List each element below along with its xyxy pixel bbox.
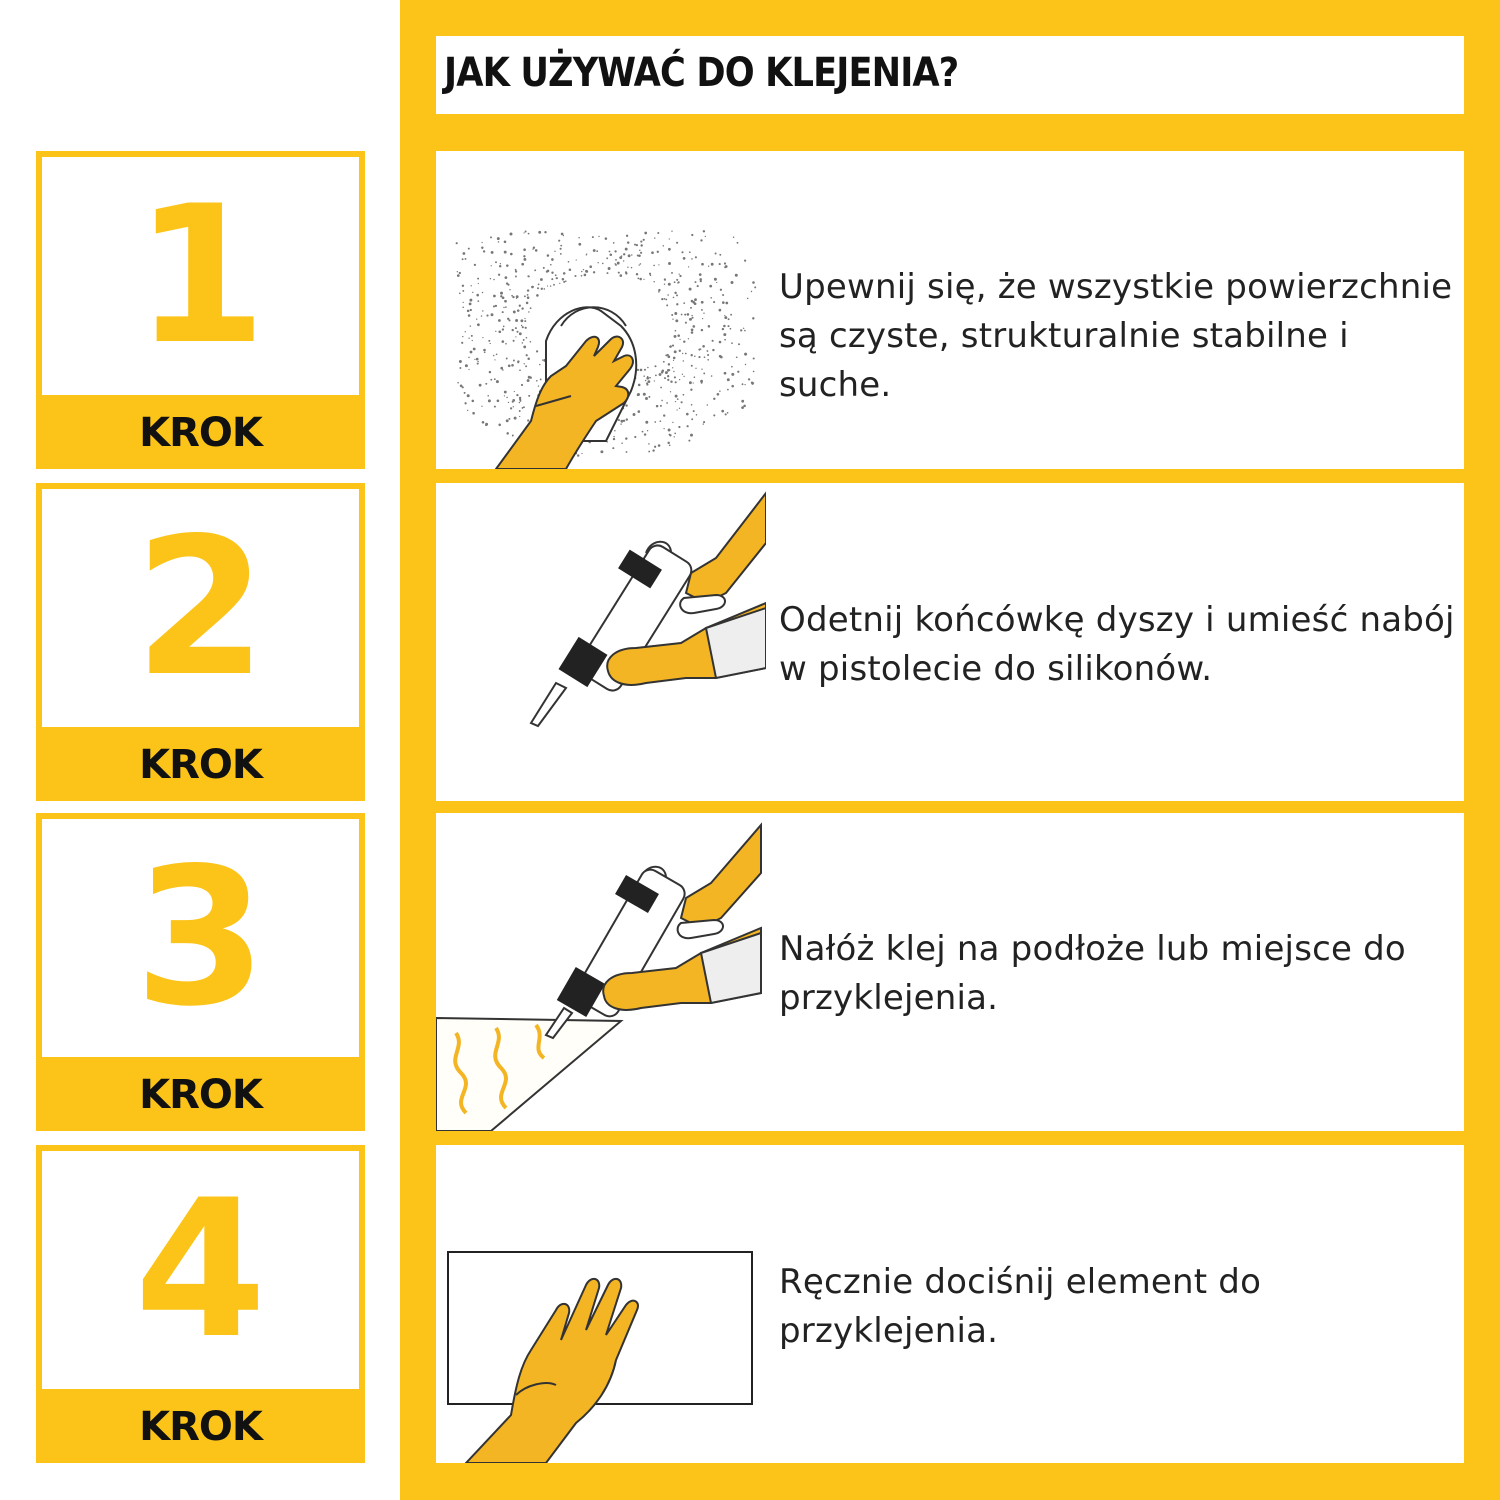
instruction-row-2 xyxy=(436,483,1464,801)
step-instruction-text: Upewnij się, że wszystkie powierzchnie są czyste, strukturalnie stabilne i suche. xyxy=(779,267,1453,405)
step-number-panel xyxy=(42,157,359,395)
step-instruction-text: Nałóż klej na podłoże lub miejsce do przyklejenia. xyxy=(779,929,1406,1018)
step-number: 3 xyxy=(134,827,267,1048)
caulking-gun-loading-icon xyxy=(436,483,766,801)
caulking-gun-applying-adhesive-icon xyxy=(436,813,766,1131)
step-number-panel xyxy=(42,819,359,1057)
instruction-row-3 xyxy=(436,813,1464,1131)
gloved-hand-wiping-surface-icon xyxy=(436,151,766,469)
step-box-4 xyxy=(36,1145,365,1463)
hand-pressing-panel-icon xyxy=(436,1145,766,1463)
step-instruction-text: Odetnij końcówkę dyszy i umieść nabój w pistolecie do silikonów. xyxy=(779,600,1455,689)
step-box-3 xyxy=(36,813,365,1131)
step-box-2 xyxy=(36,483,365,801)
step-instruction-text: Ręcznie dociśnij element do przyklejenia. xyxy=(779,1262,1262,1351)
step-label: KROK xyxy=(139,742,262,788)
page-title: JAK UŻYWAĆ DO KLEJENIA? xyxy=(444,50,959,96)
step-number-panel xyxy=(42,489,359,727)
step-number: 1 xyxy=(134,165,267,386)
instruction-row-4 xyxy=(436,1145,1464,1463)
instruction-row-1 xyxy=(436,151,1464,469)
step-label: KROK xyxy=(139,1072,262,1118)
step-number: 2 xyxy=(134,497,267,718)
step-number: 4 xyxy=(134,1159,267,1380)
step-box-1 xyxy=(36,151,365,469)
step-number-panel xyxy=(42,1151,359,1389)
step-label: KROK xyxy=(139,1404,262,1450)
step-label: KROK xyxy=(139,410,262,456)
